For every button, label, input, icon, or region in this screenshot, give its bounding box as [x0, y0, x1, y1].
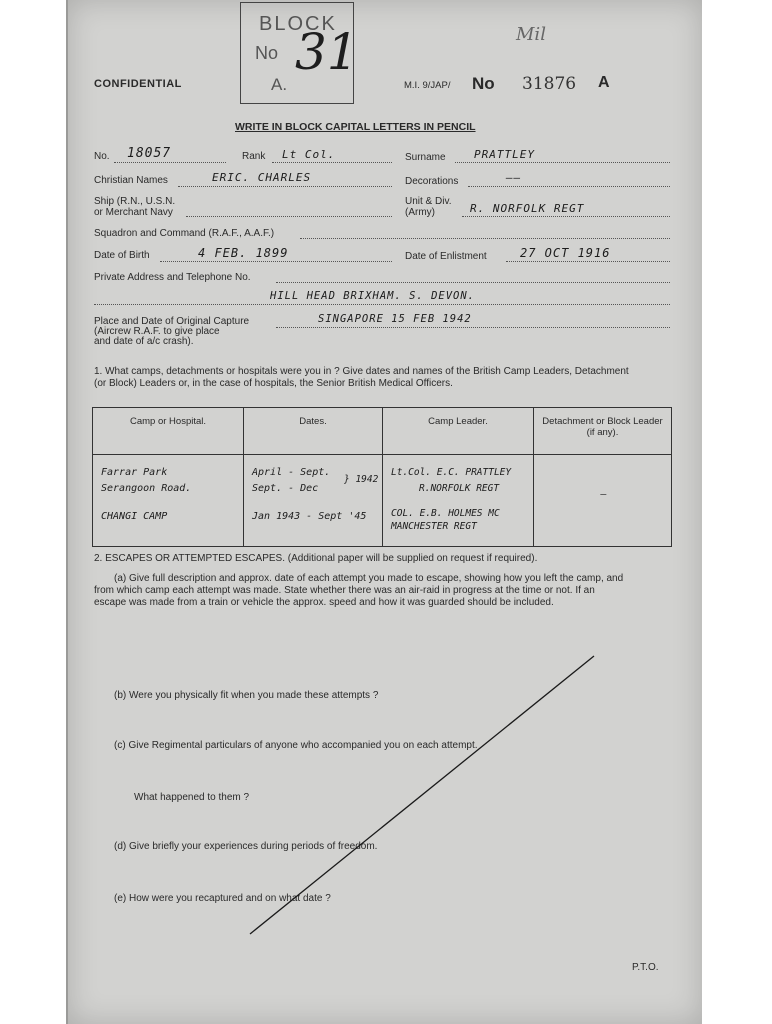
header-camp: Camp or Hospital.: [93, 408, 244, 455]
classification-label: CONFIDENTIAL: [94, 78, 182, 90]
ship-label-line-2: or Merchant Navy: [94, 207, 173, 218]
header-detachment: Detachment or Block Leader (if any).: [534, 408, 672, 455]
camp-entry: Farrar Park: [101, 467, 168, 478]
serial-number: 31876: [522, 74, 577, 94]
leader-entry: MANCHESTER REGT: [391, 521, 477, 532]
stamp-letter-text: A.: [271, 75, 288, 94]
capture-label-line-3: and date of a/c crash).: [94, 336, 194, 347]
stamp-handwritten-number: 31: [295, 23, 359, 81]
address-label: Private Address and Telephone No.: [94, 272, 251, 283]
unit-value: R. NORFOLK REGT: [470, 202, 585, 215]
question-2b: (b) Were you physically fit when you made these attempts ?: [114, 690, 379, 701]
no-value: 18057: [127, 146, 172, 161]
leader-entry: R.NORFOLK REGT: [419, 483, 500, 494]
decorations-label: Decorations: [405, 176, 459, 187]
address-value: HILL HEAD BRIXHAM. S. DEVON.: [270, 290, 476, 302]
question-2a-line-2: from which camp each attempt was made. State whether there was an air-raid in progress at the time or not. If an: [94, 585, 595, 596]
header-dates: Dates.: [244, 408, 383, 455]
margin-note: Mil: [516, 24, 546, 45]
date-entry: Sept. - Dec: [252, 483, 319, 494]
question-2a-line-1: (a) Give full description and approx. date of each attempt you made to escape, showing how you left the camp, and: [114, 573, 624, 584]
capture-value: SINGAPORE 15 FEB 1942: [318, 313, 472, 325]
dob-value: 4 FEB. 1899: [198, 246, 289, 260]
unit-label-line-1: Unit & Div.: [405, 196, 452, 207]
leader-entry: COL. E.B. HOLMES MC: [391, 508, 500, 519]
date-entry: April - Sept.: [252, 467, 331, 478]
christian-names-value: ERIC. CHARLES: [212, 171, 312, 184]
diagonal-strike: [250, 656, 594, 934]
stamp-no-text: No: [255, 43, 279, 63]
camp-entry: CHANGI CAMP: [101, 511, 168, 522]
surname-label: Surname: [405, 152, 446, 163]
form-reference: M.I. 9/JAP/: [404, 80, 451, 91]
surname-value: PRATTLEY: [474, 148, 535, 161]
rank-value: Lt Col.: [282, 148, 336, 161]
question-2e: (e) How were you recaptured and on what date ?: [114, 893, 331, 904]
capture-label-line-2: (Aircrew R.A.F. to give place: [94, 326, 220, 337]
header-camp-leader: Camp Leader.: [383, 408, 534, 455]
decorations-value: ——: [506, 171, 522, 184]
christian-names-label: Christian Names: [94, 175, 168, 186]
capture-label-line-1: Place and Date of Original Capture: [94, 316, 250, 327]
ship-label-line-1: Ship (R.N., U.S.N.: [94, 196, 176, 207]
dob-label: Date of Birth: [94, 250, 150, 261]
unit-label-line-2: (Army): [405, 207, 435, 218]
stamp-block-text: BLOCK: [259, 13, 337, 35]
date-entry: Jan 1943 - Sept '45: [252, 511, 367, 522]
question-1-line-1: 1. What camps, detachments or hospitals were you in ? Give dates and names of the British Camp Leaders, Detachment: [94, 366, 629, 377]
squadron-label: Squadron and Command (R.A.F., A.A.F.): [94, 228, 275, 239]
leader-entry: Lt.Col. E.C. PRATTLEY: [391, 467, 512, 478]
question-2c-followup: What happened to them ?: [134, 792, 250, 803]
question-1-line-2: (or Block) Leaders or, in the case of hospitals, the Senior British Medical Officers.: [94, 378, 453, 389]
instruction-heading: WRITE IN BLOCK CAPITAL LETTERS IN PENCIL: [235, 121, 476, 133]
year-note: } 1942: [344, 474, 379, 485]
question-2c: (c) Give Regimental particulars of anyone who accompanied you on each attempt.: [114, 740, 478, 751]
serial-no-label: No: [472, 74, 495, 93]
question-2d: (d) Give briefly your experiences during periods of freedom.: [114, 841, 378, 852]
serial-suffix: A: [598, 74, 610, 91]
no-label: No.: [94, 151, 110, 162]
detachment-entry: —: [600, 489, 607, 500]
camp-entry: Serangoon Road.: [101, 483, 192, 494]
rank-label: Rank: [242, 151, 266, 162]
question-2-title: 2. ESCAPES OR ATTEMPTED ESCAPES. (Additional paper will be supplied on request if required).: [94, 553, 538, 564]
enlistment-value: 27 OCT 1916: [520, 246, 611, 260]
question-2a-line-3: escape was made from a train or vehicle the approx. speed and how it was guarded should be included.: [94, 597, 554, 608]
enlistment-label: Date of Enlistment: [405, 251, 487, 262]
pto-label: P.T.O.: [632, 962, 659, 973]
